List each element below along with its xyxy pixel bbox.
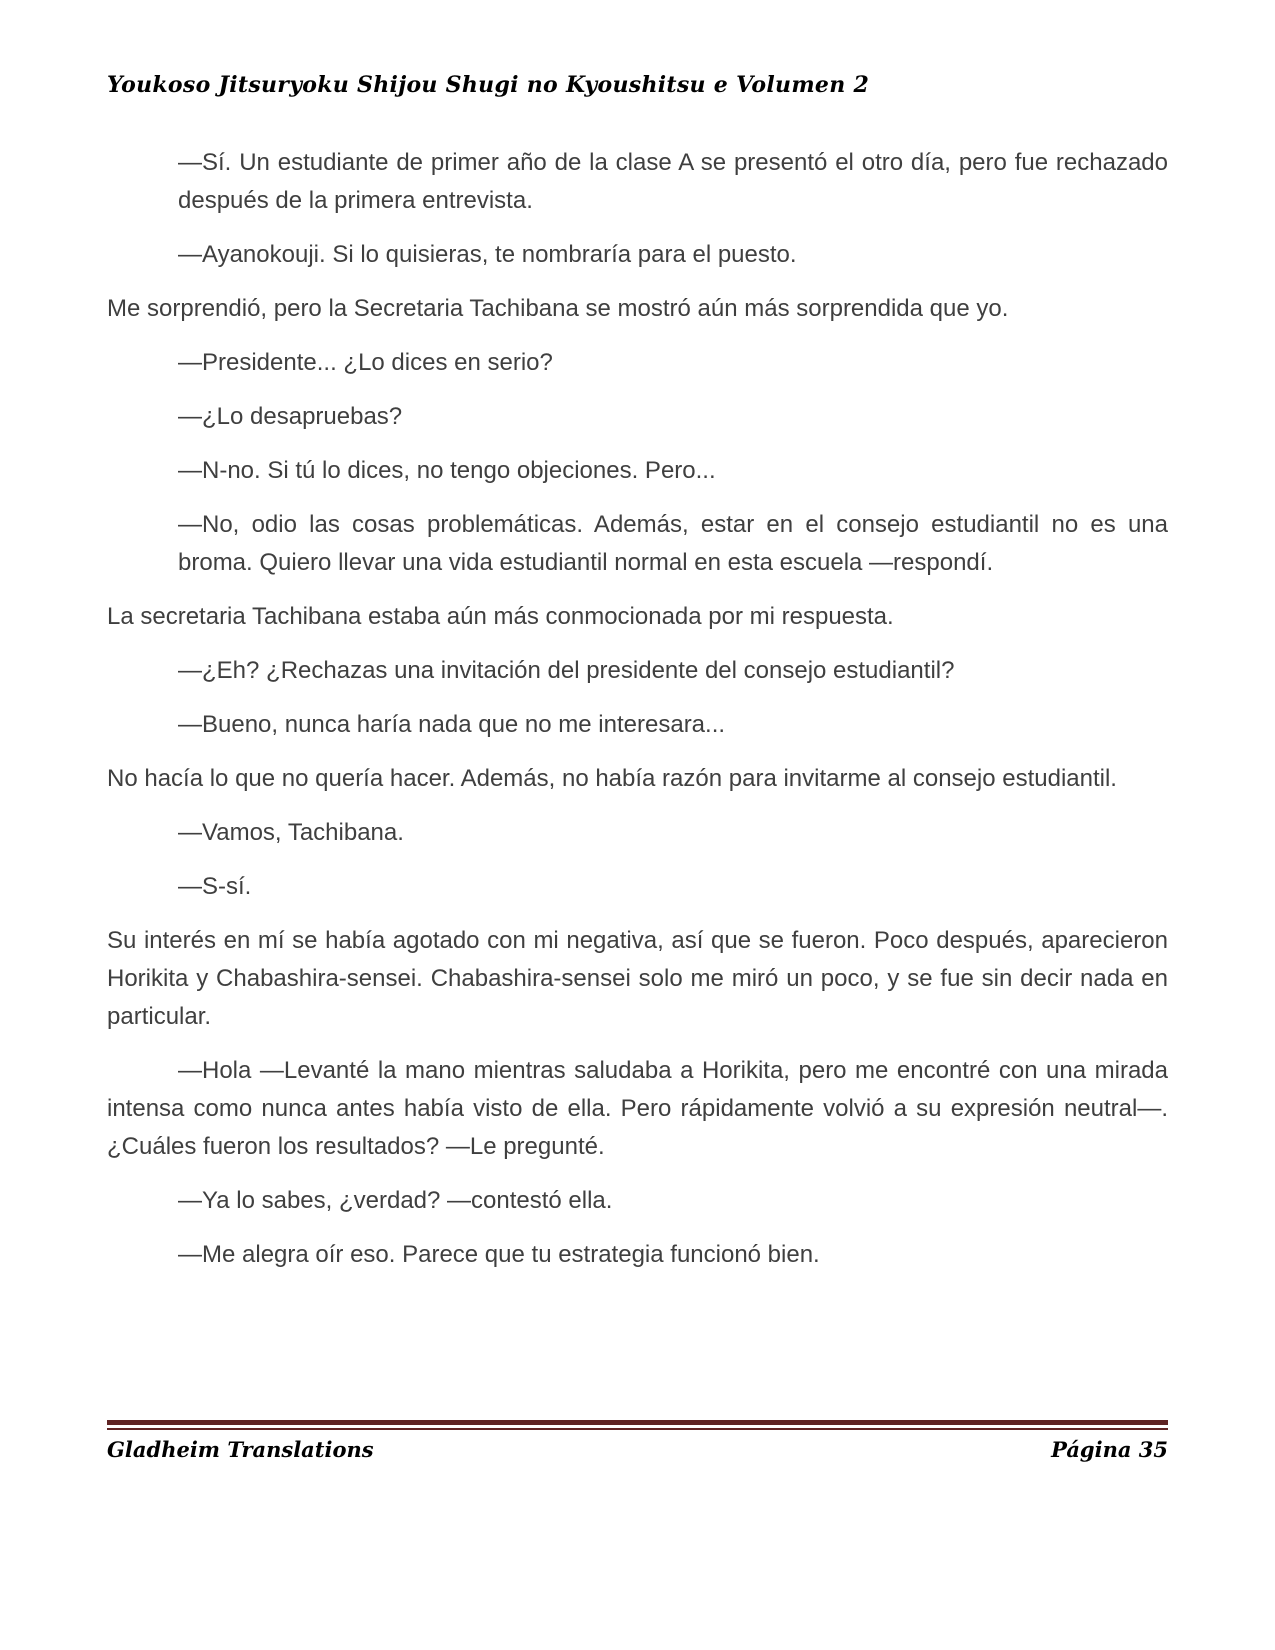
paragraph: —Me alegra oír eso. Parece que tu estrategia funcionó bien.	[178, 1241, 820, 1268]
footer-text-row	[107, 1437, 1168, 1462]
paragraph: La secretaria Tachibana estaba aún más conmocionada por mi respuesta.	[107, 603, 894, 630]
paragraph: —Sí. Un estudiante de primer año de la clase A se presentó el otro día, pero fue rechazado después de la primera entrevista.	[178, 149, 1168, 214]
paragraph: No hacía lo que no quería hacer. Además, no había razón para invitarme al consejo estudiantil.	[107, 765, 1117, 792]
paragraph: —¿Lo desapruebas?	[178, 403, 403, 430]
document-header-title: Youkoso Jitsuryoku Shijou Shugi no Kyoushitsu e Volumen 2	[107, 72, 870, 98]
paragraph: —N-no. Si tú lo dices, no tengo objeciones. Pero...	[178, 457, 716, 484]
paragraph: —Bueno, nunca haría nada que no me interesara...	[178, 711, 726, 738]
footer-page-number: Página 35	[1051, 1437, 1168, 1462]
paragraph: —Vamos, Tachibana.	[178, 819, 404, 846]
paragraph: —Ya lo sabes, ¿verdad? —contestó ella.	[178, 1187, 613, 1214]
page-footer	[107, 1420, 1168, 1462]
paragraph: —No, odio las cosas problemáticas. Además, estar en el consejo estudiantil no es una broma. Quiero llevar una vida estudiantil normal en esta escuela —respondí.	[178, 511, 1168, 576]
footer-divider-rule	[107, 1420, 1168, 1430]
footer-translator-credit: Gladheim Translations	[107, 1437, 374, 1462]
paragraph: —Ayanokouji. Si lo quisieras, te nombraría para el puesto.	[178, 241, 797, 268]
paragraph: —S-sí.	[178, 873, 252, 900]
paragraph: Me sorprendió, pero la Secretaria Tachibana se mostró aún más sorprendida que yo.	[107, 295, 1009, 322]
paragraph: —Hola —Levanté la mano mientras saludaba a Horikita, pero me encontré con una mirada intensa como nunca antes había visto de ella. Pero rápidamente volvió a su expresión neutral—. ¿Cuáles fueron los resultados? —Le pregunté.	[107, 1057, 1168, 1160]
paragraph: Su interés en mí se había agotado con mi negativa, así que se fueron. Poco después, aparecieron Horikita y Chabashira-sensei. Chabashira-sensei solo me miró un poco, y se fue sin decir nada en particular.	[107, 927, 1168, 1030]
paragraph: —Presidente... ¿Lo dices en serio?	[178, 349, 553, 376]
paragraph: —¿Eh? ¿Rechazas una invitación del presidente del consejo estudiantil?	[178, 657, 955, 684]
